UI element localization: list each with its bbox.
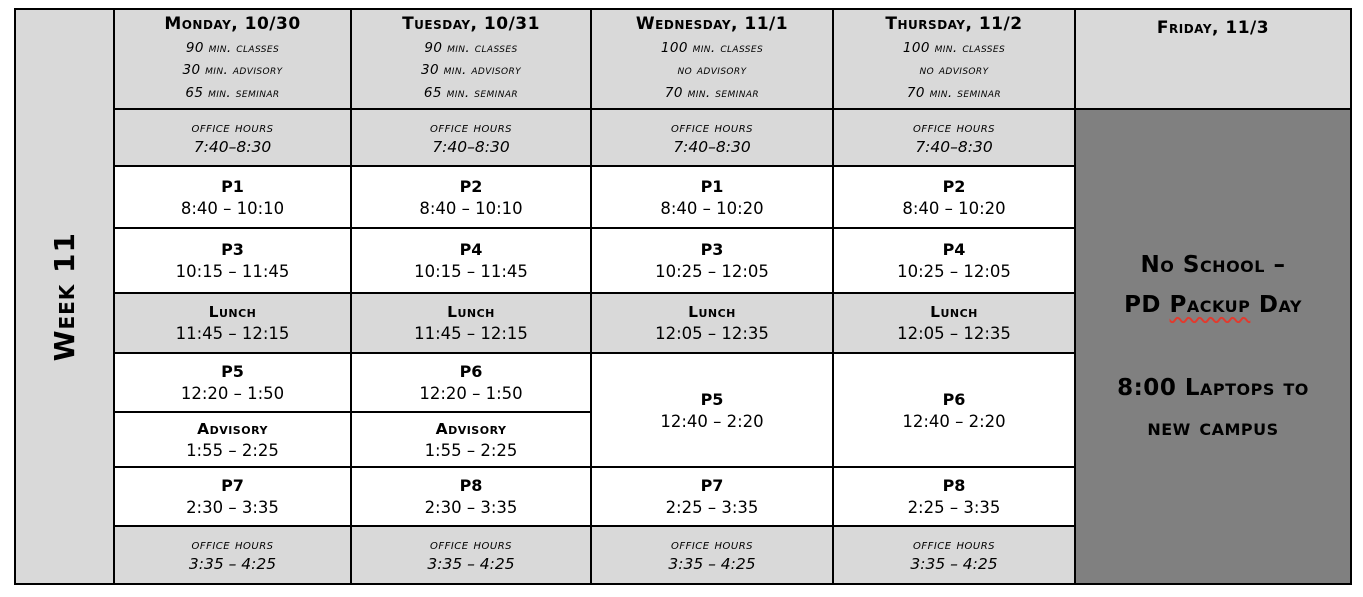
laptops-line-1: 8:00 Laptops to [1117,374,1309,401]
cell-monday-p1 [115,167,350,227]
period-time: 10:25 – 12:05 [655,262,769,281]
period-label: office hours [429,119,513,136]
period-label: P4 [942,240,966,259]
cell-thursday-p2 [834,167,1074,227]
cell-monday-p3 [115,229,350,292]
period-label: office hours [429,537,513,553]
cell-tuesday-p2 [352,167,590,227]
period-time: 8:40 – 10:20 [902,198,1006,218]
period-time: 3:35 – 4:25 [910,555,998,573]
period-time: 12:40 – 2:20 [902,411,1006,431]
period-label: P7 [700,476,724,495]
period-time: 12:20 – 1:50 [180,384,285,403]
laptops-line-2: new campus [1147,414,1279,441]
cell-wednesday-office-hours-am [592,110,832,165]
day-word: Day [1258,292,1302,319]
cell-tuesday-office-hours-pm [352,527,590,583]
period-label: P7 [221,476,244,495]
cell-wednesday-p5 [592,354,832,466]
day-info-line: no advisory [677,62,747,79]
period-time: 7:40–8:30 [432,137,510,156]
period-label: Advisory [197,419,268,438]
cell-wednesday-p3 [592,229,832,292]
day-name: Friday, 11/3 [1156,18,1270,38]
week-schedule-table [14,8,1352,585]
cell-friday-no-school [1076,110,1350,583]
day-header-friday [1076,10,1350,108]
period-time: 8:40 – 10:20 [660,198,764,218]
day-info-line: no advisory [919,62,989,79]
cell-monday-lunch [115,294,350,352]
packup-word-misspelled: Packup [1169,292,1251,319]
period-time: 3:35 – 4:25 [427,555,515,573]
period-label: P8 [459,476,483,495]
day-name: Tuesday, 10/31 [402,14,540,35]
cell-monday-office-hours-am [115,110,350,165]
period-time: 2:25 – 3:35 [907,498,1001,517]
day-name: Monday, 10/30 [164,14,301,35]
period-time: 7:40–8:30 [193,137,272,156]
cell-monday-advisory [115,413,350,466]
period-time: 7:40–8:30 [673,137,751,156]
period-label: P2 [942,176,966,196]
day-info-line: 65 min. seminar [423,84,519,101]
period-label: P5 [700,389,724,409]
day-header-wednesday [592,10,832,108]
cell-monday-office-hours-pm [115,527,350,583]
cell-tuesday-p6 [352,354,590,411]
period-label: P8 [942,476,966,495]
day-header-monday [115,10,350,108]
period-label: P6 [942,389,966,409]
cell-thursday-office-hours-am [834,110,1074,165]
cell-tuesday-advisory [352,413,590,466]
period-label: P3 [221,240,244,259]
period-time: 3:35 – 4:25 [668,555,756,573]
period-time: 12:20 – 1:50 [419,384,523,403]
period-time: 11:45 – 12:15 [414,324,528,343]
day-name: Thursday, 11/2 [885,14,1023,35]
day-info-line: 90 min. classes [185,40,280,57]
period-time: 2:30 – 3:35 [186,498,279,517]
day-info-line: 70 min. seminar [906,84,1002,101]
period-label: office hours [191,119,274,136]
day-info-line: 30 min. advisory [182,62,283,79]
period-time: 12:05 – 12:35 [897,324,1011,343]
period-label: P3 [700,240,724,259]
cell-thursday-office-hours-pm [834,527,1074,583]
cell-tuesday-p8 [352,468,590,525]
cell-tuesday-p4 [352,229,590,292]
day-info-line: 100 min. classes [660,40,764,57]
week-label: Week 11 [48,231,81,362]
period-time: 10:25 – 12:05 [897,262,1011,281]
day-info-line: 100 min. classes [902,40,1006,57]
period-label: office hours [670,119,754,136]
period-time: 8:40 – 10:10 [180,198,285,218]
cell-monday-p5 [115,354,350,411]
day-header-tuesday [352,10,590,108]
cell-wednesday-office-hours-pm [592,527,832,583]
day-info-line: 65 min. seminar [185,84,280,101]
day-name: Wednesday, 11/1 [635,14,789,35]
cell-monday-p7 [115,468,350,525]
period-time: 3:35 – 4:25 [188,555,277,573]
period-time: 2:30 – 3:35 [424,498,518,517]
cell-wednesday-p1 [592,167,832,227]
cell-tuesday-lunch [352,294,590,352]
day-info-line: 30 min. advisory [420,62,522,79]
no-school-line: No School – [1140,252,1286,278]
cell-thursday-lunch [834,294,1074,352]
period-time: 1:55 – 2:25 [424,440,518,460]
day-header-thursday [834,10,1074,108]
period-label: Advisory [435,419,507,438]
period-time: 2:25 – 3:35 [665,498,759,517]
cell-thursday-p4 [834,229,1074,292]
period-label: P1 [221,176,244,196]
period-time: 12:40 – 2:20 [660,411,764,431]
pd-word: PD [1124,292,1162,319]
period-label: office hours [912,119,996,136]
day-info-line: 90 min. classes [424,40,518,57]
period-label: P6 [459,362,483,381]
period-label: office hours [670,537,754,553]
period-label: Lunch [447,303,495,321]
period-label: office hours [912,537,996,553]
period-label: P1 [700,176,724,196]
period-time: 10:15 – 11:45 [175,262,290,281]
cell-wednesday-p7 [592,468,832,525]
cell-wednesday-lunch [592,294,832,352]
pd-packup-day-line [1124,285,1302,325]
period-time: 1:55 – 2:25 [186,440,279,460]
period-time: 12:05 – 12:35 [655,324,769,343]
day-info-line: 70 min. seminar [664,84,760,101]
period-label: P2 [459,176,483,196]
cell-thursday-p8 [834,468,1074,525]
period-time: 10:15 – 11:45 [414,262,528,281]
period-label: Lunch [688,303,736,321]
period-time: 8:40 – 10:10 [419,198,523,218]
period-time: 7:40–8:30 [915,137,993,156]
cell-tuesday-office-hours-am [352,110,590,165]
cell-thursday-p6 [834,354,1074,466]
period-label: P5 [221,362,244,381]
week-label-cell [16,10,113,583]
period-time: 11:45 – 12:15 [175,324,290,343]
period-label: Lunch [208,303,257,321]
period-label: Lunch [930,303,978,321]
period-label: office hours [191,537,274,553]
period-label: P4 [459,240,483,259]
